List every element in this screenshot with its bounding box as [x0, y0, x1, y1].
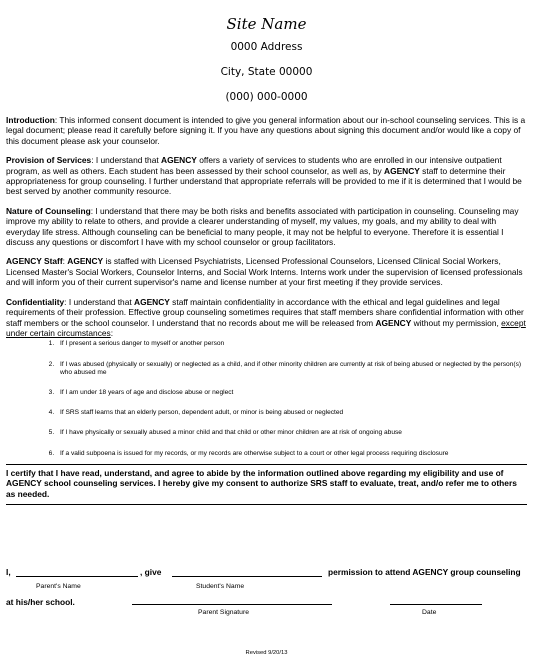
city-state-line: City, State 00000	[220, 66, 313, 78]
date-caption: Date	[422, 609, 437, 616]
services-heading: Provision of Services	[6, 155, 92, 166]
school-text: at his/her school.	[6, 597, 75, 607]
services-text-2: offers a variety of services to students who are enrolled in our intensive outpatient program, as well as others. Each student has been assessed by their school counselor, as well as, by	[6, 155, 502, 176]
confidentiality-text-4: :	[110, 327, 114, 338]
introduction-paragraph	[6, 115, 527, 146]
site-name: Site Name	[226, 15, 307, 33]
confidentiality-text-2: staff maintain confidentiality in accordance with the ethical and legal guidelines and legal requirements of their profession. Effective group counseling sometimes requires that staff members share confidential information with other staff members or the school counselor. I understand that no records about me will be released from	[6, 296, 524, 328]
services-text-1: : I understand that	[91, 155, 162, 166]
confidentiality-text-3: without my permission,	[411, 317, 502, 328]
agency-name: AGENCY	[67, 256, 104, 267]
document-header	[6, 0, 527, 104]
list-item: 5. If I have physically or sexually abused a minor child and that child or other minor children are at risk of ongoing abuse	[56, 429, 527, 437]
nature-heading: Nature of Counseling	[6, 205, 91, 216]
revision-date: Revised 9/20/13	[245, 650, 288, 656]
address-line: 0000 Address	[230, 41, 303, 53]
student-name-field[interactable]	[172, 576, 322, 577]
parent-name-field[interactable]	[16, 576, 138, 577]
confidentiality-paragraph	[6, 297, 527, 339]
confidentiality-heading: Confidentiality	[6, 296, 65, 307]
i-label: I,	[6, 567, 11, 577]
permission-text: permission to attend AGENCY group counseling	[328, 567, 521, 577]
certification-statement: I certify that I have read, understand, and agree to abide by the information outlined above regarding my eligibility and use of AGENCY school counseling services. I hereby give my consent to authorize SRS staff to evaluate, treat, and/o refer me to others as needed.	[6, 464, 527, 505]
phone-line: (000) 000-0000	[225, 91, 308, 103]
student-name-caption: Student's Name	[196, 583, 245, 590]
list-item: 3. If I am under 18 years of age and disclose abuse or neglect	[56, 389, 527, 397]
introduction-text: : This informed consent document is intended to give you general information about our in-school counseling services. This is a legal document; please read it carefully before signing it. If you have any questions about signing this document and/or would like a copy of this document please ask your counselor.	[6, 115, 526, 146]
introduction-heading: Introduction	[6, 115, 55, 125]
services-text-3: staff to determine their appropriateness for group counseling. I further understand that appropriate referrals will be provided to me if it is determined that I would be best served by another community resource.	[6, 165, 522, 197]
services-paragraph	[6, 155, 527, 197]
nature-text: : I understand that there may be both risks and benefits associated with participation in counseling. Counseling may improve my ability to relate to others, and provide a clearer understanding of myself, my values, my goals, and my ability to deal with everyday life stress. Although counseling can be beneficial to many people, it may not be helpful to everyone. Therefore it is essential I discuss any questions or discomfort I have with my school counselor or group facilitators.	[6, 205, 519, 248]
agency-name: AGENCY	[375, 317, 412, 328]
exception-text: except under certain circumstances	[6, 317, 526, 338]
agency-name: AGENCY	[384, 165, 420, 176]
list-item: 2. If I was abused (physically or sexually) or neglected as a child, and if other minority children are currently at risk of being abused or neglected by the person(s) who abused me	[56, 361, 527, 377]
parent-signature-field[interactable]	[132, 604, 332, 605]
nature-paragraph	[6, 206, 527, 248]
circumstances-list	[6, 340, 527, 457]
agency-name: AGENCY	[134, 296, 170, 307]
staff-text-1: :	[62, 256, 68, 267]
give-label: , give	[140, 567, 162, 577]
list-item: 6. If a valid subpoena is issued for my records, or my records are otherwise subject to a court or other legal process requiring disclosure	[56, 450, 527, 458]
confidentiality-text-1: : I understand that	[64, 296, 135, 307]
list-item: 4. If SRS staff learns that an elderly person, dependent adult, or minor is being abused or neglected	[56, 409, 527, 417]
staff-heading: AGENCY Staff	[6, 256, 63, 267]
staff-text-2: is staffed with Licensed Psychiatrists, Licensed Professional Counselors, Licensed Clinical Social Workers, Licensed Master's Social Workers, Counselor Interns, and Social Work Interns. Interns work under the supervision of licensed professionals and will inform you of their current supervisor's name and license number at your first meeting if they provide services.	[6, 256, 523, 288]
staff-paragraph	[6, 256, 527, 287]
date-field[interactable]	[390, 604, 482, 605]
parent-name-caption: Parent's Name	[36, 583, 81, 590]
list-item: 1. If I present a serious danger to myself or another person	[56, 340, 527, 348]
agency-name: AGENCY	[161, 155, 197, 166]
parent-signature-caption: Parent Signature	[198, 609, 250, 616]
